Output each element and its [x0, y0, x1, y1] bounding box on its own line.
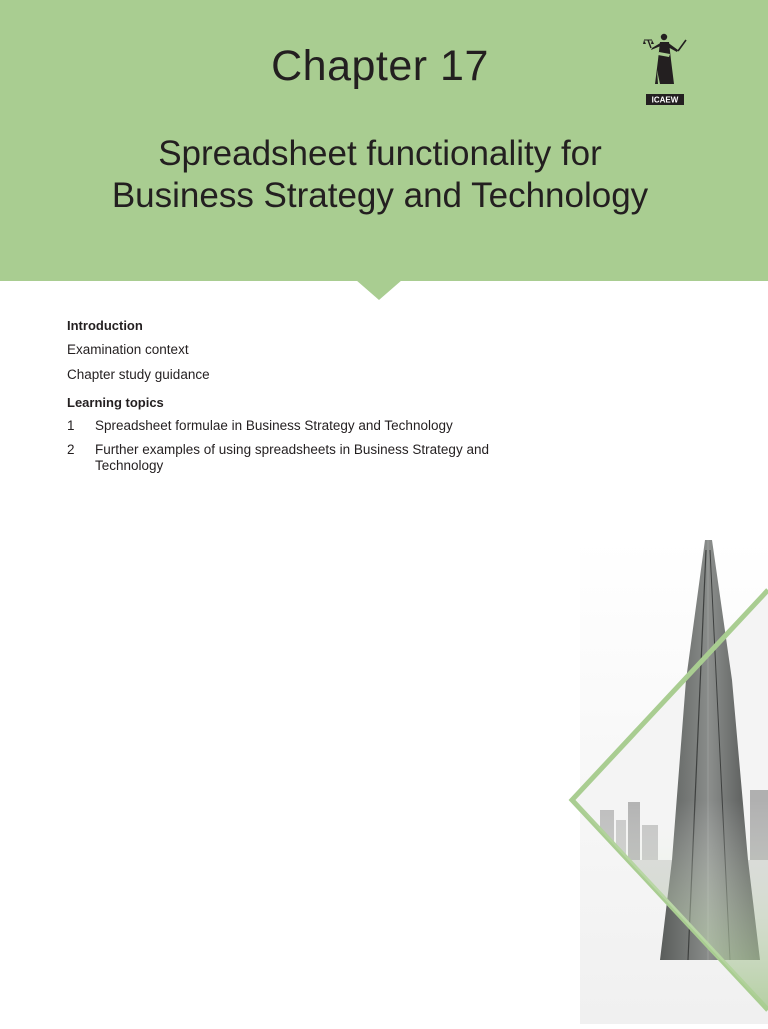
learning-topic-item — [67, 418, 547, 434]
chapter-number: Chapter 17 — [271, 42, 489, 90]
chapter-contents — [67, 318, 547, 482]
skyscraper-graphic — [560, 540, 768, 1024]
chapter-title — [40, 133, 720, 217]
introduction-item: Examination context — [67, 342, 189, 357]
learning-topic-item — [67, 442, 547, 474]
topic-number: 1 — [67, 418, 75, 433]
learning-topics-heading: Learning topics — [67, 395, 164, 410]
chapter-title-line-2: Business Strategy and Technology — [111, 176, 649, 215]
introduction-heading: Introduction — [67, 318, 143, 333]
skyscraper-photo — [560, 540, 768, 1024]
chapter-title-line-1: Spreadsheet functionality for — [158, 134, 602, 173]
justice-statue-icon — [640, 30, 690, 110]
topic-title: Spreadsheet formulae in Business Strategy and Technology — [95, 418, 453, 433]
topic-title: Further examples of using spreadsheets in Business Strategy and Technology — [95, 442, 489, 473]
icaew-logo — [640, 30, 690, 110]
introduction-item: Chapter study guidance — [67, 367, 210, 382]
logo-text: ICAEW — [651, 95, 679, 105]
header-notch — [356, 280, 402, 300]
topic-number: 2 — [67, 442, 75, 457]
